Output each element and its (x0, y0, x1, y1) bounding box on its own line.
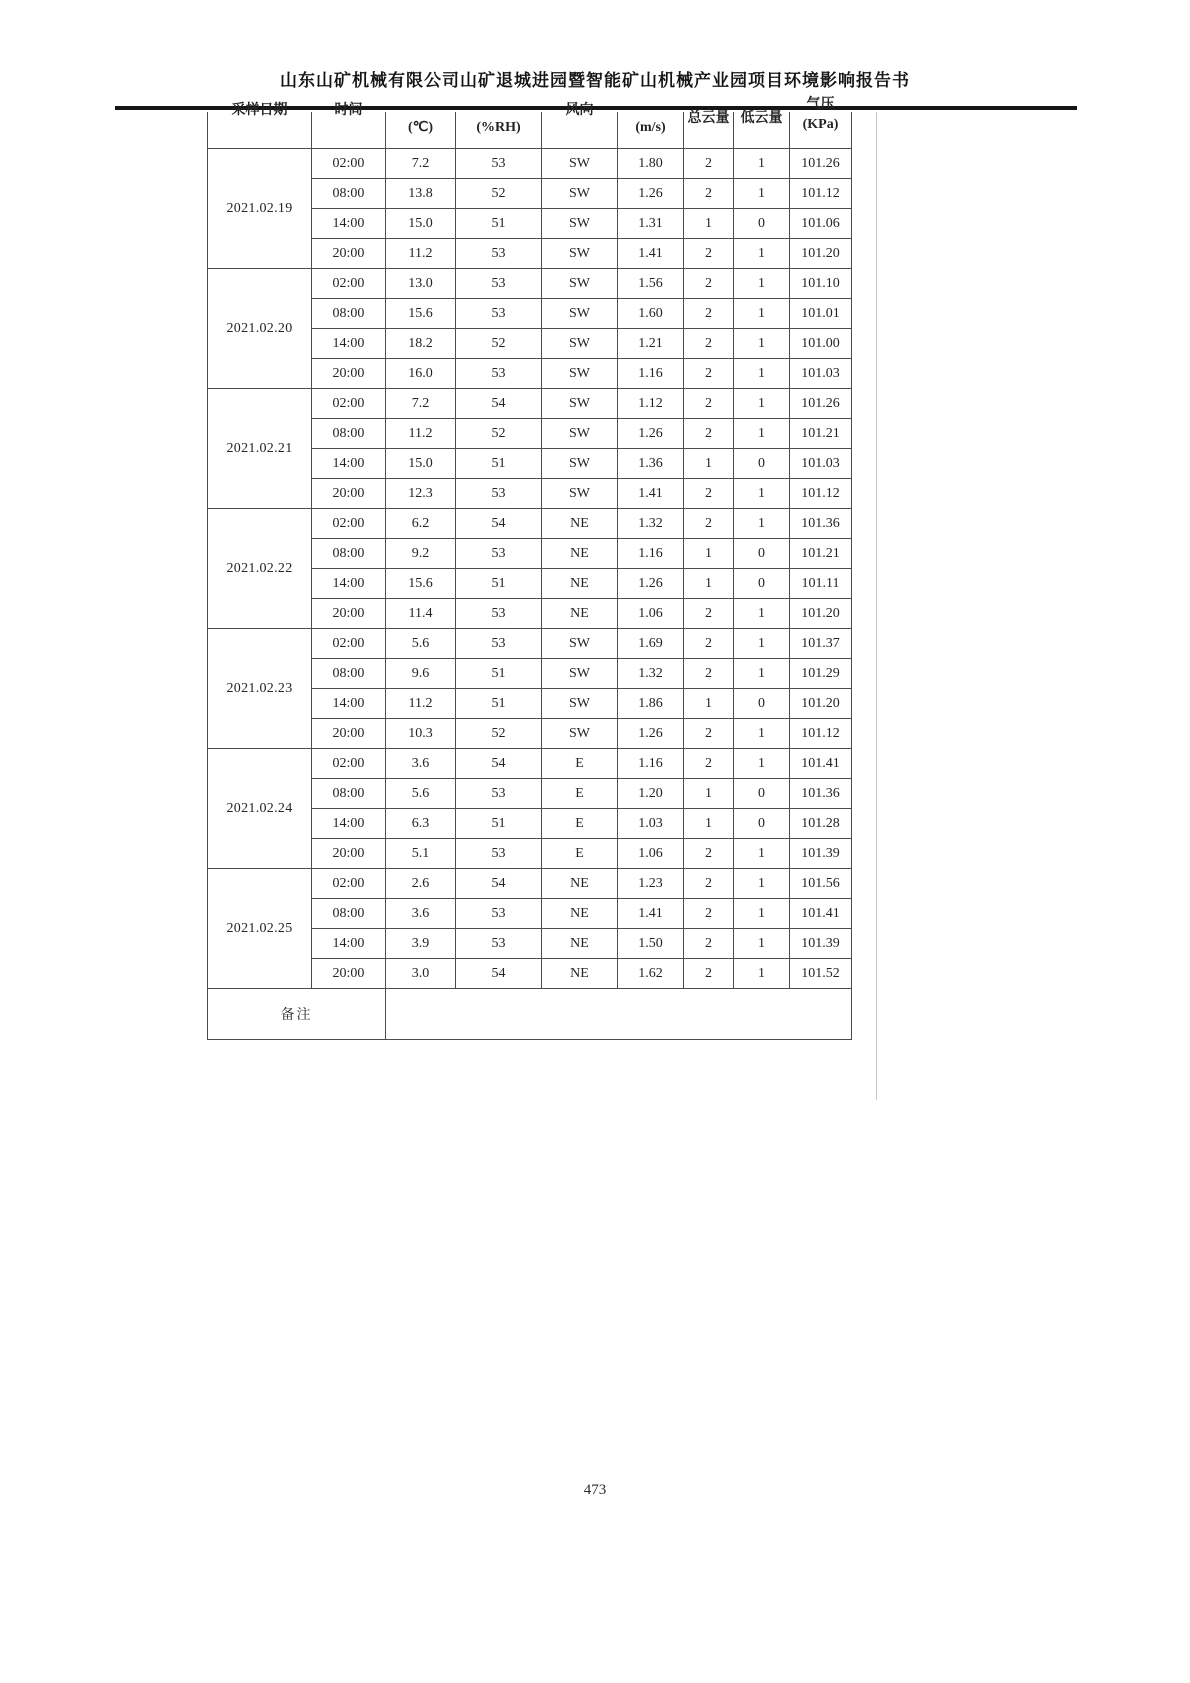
data-cell: 1 (734, 629, 790, 659)
data-cell: 1 (734, 179, 790, 209)
data-cell: 1.06 (618, 599, 684, 629)
column-header-total-cloud: 总云量 (684, 112, 734, 149)
table-row (208, 629, 852, 659)
column-header-temperature: (℃) (386, 112, 456, 149)
data-cell: 54 (456, 389, 542, 419)
data-cell: 0 (734, 779, 790, 809)
data-cell: SW (542, 419, 618, 449)
data-cell: 2 (684, 419, 734, 449)
data-cell: SW (542, 179, 618, 209)
data-cell: 1.50 (618, 929, 684, 959)
data-cell: 08:00 (312, 539, 386, 569)
data-cell: 02:00 (312, 389, 386, 419)
data-cell: 53 (456, 239, 542, 269)
data-cell: 14:00 (312, 329, 386, 359)
data-cell: 1 (734, 899, 790, 929)
data-cell: SW (542, 239, 618, 269)
data-cell: 1 (734, 959, 790, 989)
data-cell: 3.6 (386, 899, 456, 929)
column-header-wind-speed: (m/s) (618, 112, 684, 149)
data-cell: SW (542, 329, 618, 359)
data-cell: 1 (684, 809, 734, 839)
data-cell: 54 (456, 509, 542, 539)
data-cell: 1.56 (618, 269, 684, 299)
data-cell: E (542, 839, 618, 869)
data-cell: 53 (456, 539, 542, 569)
data-cell: 02:00 (312, 149, 386, 179)
data-cell: 1.06 (618, 839, 684, 869)
data-cell: 1.23 (618, 869, 684, 899)
data-cell: 101.03 (790, 449, 852, 479)
data-cell: 3.6 (386, 749, 456, 779)
data-cell: 53 (456, 149, 542, 179)
document-header-title: 山东山矿机械有限公司山矿退城进园暨智能矿山机械产业园项目环境影响报告书 (280, 71, 910, 90)
data-cell: 0 (734, 209, 790, 239)
data-cell: 1 (734, 149, 790, 179)
data-cell: 1.16 (618, 749, 684, 779)
data-cell: SW (542, 209, 618, 239)
data-cell: 1.69 (618, 629, 684, 659)
sampling-date-cell: 2021.02.23 (208, 629, 312, 749)
sampling-date-cell: 2021.02.20 (208, 269, 312, 389)
data-cell: 101.12 (790, 479, 852, 509)
data-cell: SW (542, 299, 618, 329)
data-cell: 2 (684, 629, 734, 659)
data-cell: 1.03 (618, 809, 684, 839)
data-cell: NE (542, 929, 618, 959)
data-cell: 0 (734, 569, 790, 599)
data-cell: SW (542, 269, 618, 299)
data-cell: 101.39 (790, 839, 852, 869)
table-row (208, 749, 852, 779)
column-header-low-cloud: 低云量 (734, 112, 790, 149)
data-cell: 101.12 (790, 179, 852, 209)
data-cell: 1.21 (618, 329, 684, 359)
data-cell: 11.2 (386, 419, 456, 449)
data-cell: 5.6 (386, 779, 456, 809)
data-cell: 14:00 (312, 929, 386, 959)
data-cell: 53 (456, 359, 542, 389)
data-cell: 1 (684, 779, 734, 809)
data-cell: 1 (734, 419, 790, 449)
data-cell: 101.01 (790, 299, 852, 329)
met-table-body (208, 149, 852, 989)
data-cell: 1 (734, 479, 790, 509)
data-cell: 1.41 (618, 239, 684, 269)
data-cell: SW (542, 689, 618, 719)
data-cell: 2 (684, 299, 734, 329)
table-row (208, 389, 852, 419)
table-row (208, 149, 852, 179)
remarks-label-cell: 备注 (208, 989, 386, 1040)
data-cell: 1.32 (618, 509, 684, 539)
data-cell: NE (542, 599, 618, 629)
data-cell: NE (542, 539, 618, 569)
data-cell: 101.20 (790, 239, 852, 269)
data-cell: 51 (456, 569, 542, 599)
sampling-date-cell: 2021.02.25 (208, 869, 312, 989)
sampling-date-cell: 2021.02.19 (208, 149, 312, 269)
data-cell: 1.41 (618, 479, 684, 509)
data-cell: NE (542, 509, 618, 539)
data-cell: 101.37 (790, 629, 852, 659)
data-cell: 2 (684, 959, 734, 989)
data-cell: 15.0 (386, 209, 456, 239)
data-cell: 14:00 (312, 209, 386, 239)
data-cell: 1.32 (618, 659, 684, 689)
table-row (208, 269, 852, 299)
data-cell: 101.11 (790, 569, 852, 599)
data-cell: 1 (734, 269, 790, 299)
data-cell: 1 (734, 599, 790, 629)
pressure-label-fragment: 气压 (806, 97, 835, 112)
data-cell: 2 (684, 719, 734, 749)
column-header-time: 时间 (312, 112, 386, 149)
data-cell: 08:00 (312, 899, 386, 929)
data-cell: 1.16 (618, 359, 684, 389)
data-cell: 08:00 (312, 659, 386, 689)
data-cell: 08:00 (312, 779, 386, 809)
data-cell: 1.60 (618, 299, 684, 329)
data-cell: 20:00 (312, 839, 386, 869)
data-cell: 51 (456, 809, 542, 839)
data-cell: 1 (684, 449, 734, 479)
data-cell: 1 (734, 239, 790, 269)
data-cell: 53 (456, 269, 542, 299)
data-cell: 101.06 (790, 209, 852, 239)
data-cell: 1 (734, 659, 790, 689)
data-cell: 6.2 (386, 509, 456, 539)
data-cell: 14:00 (312, 569, 386, 599)
data-cell: 101.52 (790, 959, 852, 989)
table-header-row (208, 97, 852, 149)
data-cell: 15.6 (386, 569, 456, 599)
data-cell: 2 (684, 509, 734, 539)
data-cell: 52 (456, 419, 542, 449)
data-cell: 1 (684, 689, 734, 719)
data-cell: 52 (456, 179, 542, 209)
data-cell: 2 (684, 479, 734, 509)
data-cell: 20:00 (312, 359, 386, 389)
data-cell: 11.2 (386, 689, 456, 719)
data-cell: 2 (684, 359, 734, 389)
data-cell: 13.8 (386, 179, 456, 209)
data-cell: 1.20 (618, 779, 684, 809)
data-cell: 2 (684, 899, 734, 929)
remarks-row (208, 989, 852, 1040)
data-cell: 101.41 (790, 899, 852, 929)
data-cell: 0 (734, 539, 790, 569)
data-cell: 7.2 (386, 389, 456, 419)
data-cell: 53 (456, 899, 542, 929)
data-cell: 20:00 (312, 239, 386, 269)
scan-artifact-line (876, 112, 877, 1100)
data-cell: 53 (456, 839, 542, 869)
data-cell: 10.3 (386, 719, 456, 749)
data-cell: 3.0 (386, 959, 456, 989)
data-cell: 2 (684, 869, 734, 899)
data-cell: 02:00 (312, 509, 386, 539)
data-cell: 14:00 (312, 809, 386, 839)
data-cell: 54 (456, 959, 542, 989)
data-cell: 20:00 (312, 719, 386, 749)
data-cell: 101.29 (790, 659, 852, 689)
sampling-date-cell: 2021.02.21 (208, 389, 312, 509)
page-number: 473 (583, 1482, 607, 1498)
data-cell: 101.36 (790, 509, 852, 539)
data-cell: 13.0 (386, 269, 456, 299)
data-cell: 1 (734, 719, 790, 749)
data-cell: SW (542, 149, 618, 179)
data-cell: 2 (684, 149, 734, 179)
data-cell: 51 (456, 449, 542, 479)
data-cell: 101.21 (790, 419, 852, 449)
data-cell: 20:00 (312, 959, 386, 989)
data-cell: 53 (456, 929, 542, 959)
data-cell: 2 (684, 329, 734, 359)
data-cell: 51 (456, 209, 542, 239)
data-cell: 20:00 (312, 479, 386, 509)
data-cell: 101.26 (790, 149, 852, 179)
data-cell: 1 (684, 539, 734, 569)
data-cell: 02:00 (312, 269, 386, 299)
data-cell: 101.20 (790, 689, 852, 719)
table-row (208, 509, 852, 539)
data-cell: 2 (684, 659, 734, 689)
data-cell: 0 (734, 809, 790, 839)
data-cell: 1.36 (618, 449, 684, 479)
data-cell: 2 (684, 839, 734, 869)
data-cell: NE (542, 569, 618, 599)
data-cell: 15.6 (386, 299, 456, 329)
data-cell: 101.10 (790, 269, 852, 299)
data-cell: 101.26 (790, 389, 852, 419)
data-cell: 08:00 (312, 299, 386, 329)
data-cell: 2.6 (386, 869, 456, 899)
data-cell: 1 (734, 389, 790, 419)
data-cell: 1 (734, 359, 790, 389)
data-cell: 2 (684, 929, 734, 959)
data-cell: 9.6 (386, 659, 456, 689)
column-header-wind-direction: 风向 (542, 112, 618, 149)
data-cell: 5.6 (386, 629, 456, 659)
data-cell: 3.9 (386, 929, 456, 959)
data-cell: 2 (684, 239, 734, 269)
data-cell: 1.41 (618, 899, 684, 929)
data-cell: NE (542, 899, 618, 929)
data-cell: 101.03 (790, 359, 852, 389)
data-cell: SW (542, 659, 618, 689)
data-cell: 101.20 (790, 599, 852, 629)
sampling-date-cell: 2021.02.22 (208, 509, 312, 629)
data-cell: 1.80 (618, 149, 684, 179)
data-cell: 101.28 (790, 809, 852, 839)
data-cell: 51 (456, 659, 542, 689)
data-cell: 2 (684, 389, 734, 419)
data-cell: 1 (734, 329, 790, 359)
data-cell: 1 (684, 209, 734, 239)
data-cell: 0 (734, 449, 790, 479)
data-cell: 18.2 (386, 329, 456, 359)
data-cell: 52 (456, 329, 542, 359)
data-cell: 08:00 (312, 179, 386, 209)
data-cell: 54 (456, 869, 542, 899)
data-cell: 101.00 (790, 329, 852, 359)
data-cell: 08:00 (312, 419, 386, 449)
data-cell: 16.0 (386, 359, 456, 389)
data-cell: 1.62 (618, 959, 684, 989)
data-cell: 9.2 (386, 539, 456, 569)
data-cell: 1.26 (618, 569, 684, 599)
data-cell: 101.41 (790, 749, 852, 779)
data-cell: 101.39 (790, 929, 852, 959)
data-cell: 7.2 (386, 149, 456, 179)
data-cell: 1 (734, 869, 790, 899)
data-cell: NE (542, 959, 618, 989)
data-cell: 101.21 (790, 539, 852, 569)
data-cell: 54 (456, 749, 542, 779)
data-cell: 1.12 (618, 389, 684, 419)
data-cell: 101.12 (790, 719, 852, 749)
data-cell: 20:00 (312, 599, 386, 629)
data-cell: 53 (456, 299, 542, 329)
data-cell: 5.1 (386, 839, 456, 869)
data-cell: 1.26 (618, 419, 684, 449)
data-cell: E (542, 779, 618, 809)
data-cell: SW (542, 359, 618, 389)
data-cell: 2 (684, 179, 734, 209)
data-cell: SW (542, 629, 618, 659)
data-cell: 1.26 (618, 719, 684, 749)
data-cell: E (542, 749, 618, 779)
data-cell: 14:00 (312, 449, 386, 479)
data-cell: SW (542, 389, 618, 419)
data-cell: 12.3 (386, 479, 456, 509)
data-cell: E (542, 809, 618, 839)
data-cell: 6.3 (386, 809, 456, 839)
data-cell: 11.2 (386, 239, 456, 269)
data-cell: 51 (456, 689, 542, 719)
data-cell: 14:00 (312, 689, 386, 719)
data-cell: 53 (456, 479, 542, 509)
sampling-date-cell: 2021.02.24 (208, 749, 312, 869)
data-cell: 11.4 (386, 599, 456, 629)
remarks-value-cell (386, 989, 852, 1040)
data-cell: 2 (684, 269, 734, 299)
data-cell: 1 (734, 509, 790, 539)
data-cell: NE (542, 869, 618, 899)
data-cell: 53 (456, 629, 542, 659)
data-cell: 1.86 (618, 689, 684, 719)
data-cell: 53 (456, 599, 542, 629)
data-cell: 02:00 (312, 869, 386, 899)
meteorological-data-table (207, 97, 852, 1040)
table-row (208, 869, 852, 899)
data-cell: 1 (734, 749, 790, 779)
data-cell: 02:00 (312, 629, 386, 659)
data-cell: 53 (456, 779, 542, 809)
data-cell: 52 (456, 719, 542, 749)
data-cell: SW (542, 449, 618, 479)
column-header-sampling-date: 采样日期 (208, 112, 312, 149)
data-cell: 2 (684, 749, 734, 779)
data-cell: 2 (684, 599, 734, 629)
data-cell: 02:00 (312, 749, 386, 779)
data-cell: 101.56 (790, 869, 852, 899)
data-cell: 1.16 (618, 539, 684, 569)
data-cell: 1.26 (618, 179, 684, 209)
data-cell: 1.31 (618, 209, 684, 239)
data-cell: 1 (734, 299, 790, 329)
data-cell: 1 (734, 929, 790, 959)
data-cell: SW (542, 479, 618, 509)
data-cell: 0 (734, 689, 790, 719)
data-cell: 1 (734, 839, 790, 869)
data-cell: 15.0 (386, 449, 456, 479)
column-header-humidity: (%RH) (456, 112, 542, 149)
column-header-pressure: 气压 (KPa) (790, 112, 852, 149)
data-cell: 1 (684, 569, 734, 599)
data-cell: SW (542, 719, 618, 749)
data-cell: 101.36 (790, 779, 852, 809)
